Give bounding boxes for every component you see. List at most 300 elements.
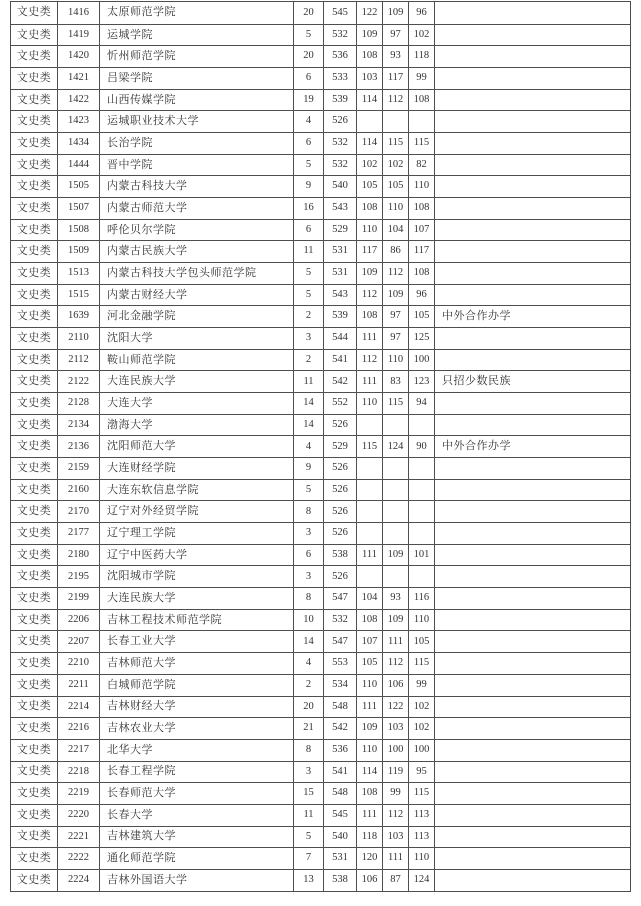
sub-score-3-cell bbox=[409, 501, 435, 522]
school-name-cell: 鞍山师范学院 bbox=[100, 350, 294, 371]
school-name-cell: 大连财经学院 bbox=[100, 458, 294, 479]
category-cell: 文史类 bbox=[11, 523, 58, 544]
sub-score-1-cell bbox=[357, 480, 383, 501]
table-row bbox=[11, 197, 630, 219]
admit-count-cell: 4 bbox=[294, 653, 324, 674]
min-score-cell: 531 bbox=[324, 263, 357, 284]
school-name-cell: 河北金融学院 bbox=[100, 306, 294, 327]
school-code-cell: 2177 bbox=[58, 523, 100, 544]
category-cell: 文史类 bbox=[11, 46, 58, 67]
min-score-cell: 526 bbox=[324, 111, 357, 132]
table-row bbox=[11, 327, 630, 349]
sub-score-2-cell: 86 bbox=[383, 241, 409, 262]
sub-score-1-cell: 105 bbox=[357, 653, 383, 674]
admission-score-table bbox=[10, 1, 631, 892]
sub-score-3-cell: 90 bbox=[409, 436, 435, 457]
sub-score-3-cell bbox=[409, 566, 435, 587]
school-code-cell: 2222 bbox=[58, 848, 100, 869]
sub-score-3-cell: 117 bbox=[409, 241, 435, 262]
school-code-cell: 1639 bbox=[58, 306, 100, 327]
admit-count-cell: 14 bbox=[294, 415, 324, 436]
sub-score-3-cell: 116 bbox=[409, 588, 435, 609]
school-code-cell: 2122 bbox=[58, 371, 100, 392]
category-cell: 文史类 bbox=[11, 328, 58, 349]
school-code-cell: 2211 bbox=[58, 675, 100, 696]
sub-score-1-cell bbox=[357, 415, 383, 436]
school-name-cell: 辽宁对外经贸学院 bbox=[100, 501, 294, 522]
admit-count-cell: 8 bbox=[294, 588, 324, 609]
category-cell: 文史类 bbox=[11, 566, 58, 587]
sub-score-1-cell: 108 bbox=[357, 306, 383, 327]
school-code-cell: 2159 bbox=[58, 458, 100, 479]
sub-score-1-cell: 111 bbox=[357, 805, 383, 826]
remark-cell bbox=[435, 111, 630, 132]
table-row bbox=[11, 739, 630, 761]
sub-score-1-cell: 118 bbox=[357, 827, 383, 848]
sub-score-3-cell: 125 bbox=[409, 328, 435, 349]
sub-score-1-cell: 102 bbox=[357, 155, 383, 176]
school-name-cell: 沈阳城市学院 bbox=[100, 566, 294, 587]
school-code-cell: 1507 bbox=[58, 198, 100, 219]
school-name-cell: 吉林农业大学 bbox=[100, 718, 294, 739]
school-code-cell: 2224 bbox=[58, 870, 100, 891]
category-cell: 文史类 bbox=[11, 783, 58, 804]
school-name-cell: 沈阳大学 bbox=[100, 328, 294, 349]
sub-score-3-cell: 102 bbox=[409, 718, 435, 739]
sub-score-2-cell: 112 bbox=[383, 263, 409, 284]
school-name-cell: 吉林工程技术师范学院 bbox=[100, 610, 294, 631]
table-row bbox=[11, 370, 630, 392]
category-cell: 文史类 bbox=[11, 263, 58, 284]
remark-cell bbox=[435, 610, 630, 631]
category-cell: 文史类 bbox=[11, 415, 58, 436]
admit-count-cell: 15 bbox=[294, 783, 324, 804]
sub-score-2-cell: 110 bbox=[383, 350, 409, 371]
school-code-cell: 2136 bbox=[58, 436, 100, 457]
min-score-cell: 532 bbox=[324, 610, 357, 631]
sub-score-3-cell: 124 bbox=[409, 870, 435, 891]
school-code-cell: 2217 bbox=[58, 740, 100, 761]
remark-cell bbox=[435, 566, 630, 587]
table-row bbox=[11, 761, 630, 783]
min-score-cell: 526 bbox=[324, 480, 357, 501]
school-code-cell: 2134 bbox=[58, 415, 100, 436]
table-row bbox=[11, 110, 630, 132]
category-cell: 文史类 bbox=[11, 220, 58, 241]
school-name-cell: 忻州师范学院 bbox=[100, 46, 294, 67]
sub-score-3-cell bbox=[409, 523, 435, 544]
min-score-cell: 540 bbox=[324, 827, 357, 848]
remark-cell bbox=[435, 220, 630, 241]
admit-count-cell: 5 bbox=[294, 827, 324, 848]
remark-cell bbox=[435, 90, 630, 111]
category-cell: 文史类 bbox=[11, 25, 58, 46]
admit-count-cell: 5 bbox=[294, 155, 324, 176]
remark-cell bbox=[435, 263, 630, 284]
sub-score-2-cell: 111 bbox=[383, 631, 409, 652]
category-cell: 文史类 bbox=[11, 870, 58, 891]
category-cell: 文史类 bbox=[11, 480, 58, 501]
min-score-cell: 541 bbox=[324, 350, 357, 371]
school-name-cell: 长春工程学院 bbox=[100, 762, 294, 783]
table-row bbox=[11, 804, 630, 826]
remark-cell bbox=[435, 458, 630, 479]
category-cell: 文史类 bbox=[11, 198, 58, 219]
school-name-cell: 大连大学 bbox=[100, 393, 294, 414]
sub-score-1-cell: 114 bbox=[357, 90, 383, 111]
sub-score-3-cell bbox=[409, 458, 435, 479]
school-name-cell: 沈阳师范大学 bbox=[100, 436, 294, 457]
remark-cell bbox=[435, 393, 630, 414]
sub-score-2-cell bbox=[383, 523, 409, 544]
remark-cell bbox=[435, 25, 630, 46]
sub-score-3-cell: 102 bbox=[409, 25, 435, 46]
school-name-cell: 吉林建筑大学 bbox=[100, 827, 294, 848]
admit-count-cell: 6 bbox=[294, 545, 324, 566]
sub-score-3-cell: 108 bbox=[409, 198, 435, 219]
min-score-cell: 545 bbox=[324, 805, 357, 826]
min-score-cell: 548 bbox=[324, 697, 357, 718]
admit-count-cell: 7 bbox=[294, 848, 324, 869]
admit-count-cell: 3 bbox=[294, 523, 324, 544]
school-name-cell: 呼伦贝尔学院 bbox=[100, 220, 294, 241]
sub-score-2-cell: 112 bbox=[383, 90, 409, 111]
sub-score-2-cell bbox=[383, 566, 409, 587]
admit-count-cell: 6 bbox=[294, 68, 324, 89]
school-code-cell: 2216 bbox=[58, 718, 100, 739]
remark-cell bbox=[435, 783, 630, 804]
category-cell: 文史类 bbox=[11, 2, 58, 24]
min-score-cell: 536 bbox=[324, 740, 357, 761]
table-row bbox=[11, 67, 630, 89]
category-cell: 文史类 bbox=[11, 762, 58, 783]
admit-count-cell: 2 bbox=[294, 675, 324, 696]
school-code-cell: 1513 bbox=[58, 263, 100, 284]
school-name-cell: 运城学院 bbox=[100, 25, 294, 46]
sub-score-3-cell: 110 bbox=[409, 176, 435, 197]
admit-count-cell: 10 bbox=[294, 610, 324, 631]
category-cell: 文史类 bbox=[11, 436, 58, 457]
school-code-cell: 2128 bbox=[58, 393, 100, 414]
table-row bbox=[11, 847, 630, 869]
remark-cell bbox=[435, 848, 630, 869]
sub-score-3-cell: 99 bbox=[409, 68, 435, 89]
table-row bbox=[11, 2, 630, 24]
category-cell: 文史类 bbox=[11, 371, 58, 392]
school-code-cell: 2112 bbox=[58, 350, 100, 371]
admit-count-cell: 13 bbox=[294, 870, 324, 891]
remark-cell bbox=[435, 827, 630, 848]
table-row bbox=[11, 479, 630, 501]
school-code-cell: 1419 bbox=[58, 25, 100, 46]
min-score-cell: 526 bbox=[324, 458, 357, 479]
sub-score-1-cell: 108 bbox=[357, 46, 383, 67]
table-row bbox=[11, 500, 630, 522]
table-row bbox=[11, 24, 630, 46]
school-code-cell: 1508 bbox=[58, 220, 100, 241]
sub-score-3-cell: 100 bbox=[409, 740, 435, 761]
category-cell: 文史类 bbox=[11, 501, 58, 522]
sub-score-2-cell: 87 bbox=[383, 870, 409, 891]
admit-count-cell: 8 bbox=[294, 501, 324, 522]
min-score-cell: 540 bbox=[324, 176, 357, 197]
table-row bbox=[11, 609, 630, 631]
sub-score-3-cell: 105 bbox=[409, 631, 435, 652]
category-cell: 文史类 bbox=[11, 588, 58, 609]
school-code-cell: 2219 bbox=[58, 783, 100, 804]
admit-count-cell: 5 bbox=[294, 25, 324, 46]
admit-count-cell: 4 bbox=[294, 436, 324, 457]
sub-score-2-cell bbox=[383, 458, 409, 479]
sub-score-1-cell: 105 bbox=[357, 176, 383, 197]
school-code-cell: 1444 bbox=[58, 155, 100, 176]
school-code-cell: 2199 bbox=[58, 588, 100, 609]
sub-score-2-cell: 97 bbox=[383, 328, 409, 349]
sub-score-1-cell: 114 bbox=[357, 762, 383, 783]
sub-score-2-cell: 119 bbox=[383, 762, 409, 783]
remark-cell: 中外合作办学 bbox=[442, 440, 511, 453]
category-cell: 文史类 bbox=[11, 306, 58, 327]
sub-score-1-cell bbox=[357, 111, 383, 132]
sub-score-2-cell: 109 bbox=[383, 2, 409, 24]
sub-score-1-cell: 117 bbox=[357, 241, 383, 262]
sub-score-1-cell: 112 bbox=[357, 350, 383, 371]
min-score-cell: 548 bbox=[324, 783, 357, 804]
category-cell: 文史类 bbox=[11, 241, 58, 262]
admit-count-cell: 3 bbox=[294, 762, 324, 783]
table-row bbox=[11, 652, 630, 674]
admit-count-cell: 11 bbox=[294, 805, 324, 826]
remark-cell bbox=[435, 631, 630, 652]
table-row bbox=[11, 457, 630, 479]
table-row bbox=[11, 392, 630, 414]
school-name-cell: 吉林财经大学 bbox=[100, 697, 294, 718]
min-score-cell: 538 bbox=[324, 545, 357, 566]
school-code-cell: 1423 bbox=[58, 111, 100, 132]
school-name-cell: 吕梁学院 bbox=[100, 68, 294, 89]
table-row bbox=[11, 262, 630, 284]
remark-cell bbox=[435, 697, 630, 718]
sub-score-1-cell: 109 bbox=[357, 718, 383, 739]
min-score-cell: 531 bbox=[324, 241, 357, 262]
remark-cell bbox=[435, 68, 630, 89]
sub-score-1-cell: 103 bbox=[357, 68, 383, 89]
school-code-cell: 1422 bbox=[58, 90, 100, 111]
sub-score-1-cell: 108 bbox=[357, 610, 383, 631]
remark-cell bbox=[435, 285, 630, 306]
sub-score-2-cell: 97 bbox=[383, 25, 409, 46]
school-code-cell: 2206 bbox=[58, 610, 100, 631]
sub-score-3-cell: 110 bbox=[409, 610, 435, 631]
school-name-cell: 晋中学院 bbox=[100, 155, 294, 176]
table-row bbox=[11, 175, 630, 197]
sub-score-1-cell: 110 bbox=[357, 740, 383, 761]
remark-cell bbox=[435, 415, 630, 436]
category-cell: 文史类 bbox=[11, 631, 58, 652]
sub-score-1-cell: 114 bbox=[357, 133, 383, 154]
admit-count-cell: 5 bbox=[294, 263, 324, 284]
sub-score-3-cell: 101 bbox=[409, 545, 435, 566]
table-row bbox=[11, 414, 630, 436]
admit-count-cell: 2 bbox=[294, 350, 324, 371]
remark-cell bbox=[435, 740, 630, 761]
admit-count-cell: 4 bbox=[294, 111, 324, 132]
sub-score-2-cell: 99 bbox=[383, 783, 409, 804]
table-row bbox=[11, 782, 630, 804]
min-score-cell: 526 bbox=[324, 415, 357, 436]
table-row bbox=[11, 349, 630, 371]
remark-cell bbox=[435, 653, 630, 674]
sub-score-1-cell bbox=[357, 501, 383, 522]
min-score-cell: 538 bbox=[324, 870, 357, 891]
sub-score-3-cell: 118 bbox=[409, 46, 435, 67]
remark-cell bbox=[435, 350, 630, 371]
sub-score-2-cell: 111 bbox=[383, 848, 409, 869]
sub-score-3-cell: 113 bbox=[409, 805, 435, 826]
sub-score-2-cell: 103 bbox=[383, 827, 409, 848]
category-cell: 文史类 bbox=[11, 740, 58, 761]
remark-cell bbox=[435, 870, 630, 891]
school-code-cell: 2160 bbox=[58, 480, 100, 501]
min-score-cell: 533 bbox=[324, 68, 357, 89]
school-code-cell: 1434 bbox=[58, 133, 100, 154]
sub-score-2-cell bbox=[383, 111, 409, 132]
school-name-cell: 渤海大学 bbox=[100, 415, 294, 436]
sub-score-3-cell: 113 bbox=[409, 827, 435, 848]
remark-cell: 只招少数民族 bbox=[442, 375, 511, 388]
sub-score-1-cell bbox=[357, 566, 383, 587]
admit-count-cell: 2 bbox=[294, 306, 324, 327]
sub-score-1-cell: 112 bbox=[357, 285, 383, 306]
sub-score-2-cell: 106 bbox=[383, 675, 409, 696]
school-code-cell: 1509 bbox=[58, 241, 100, 262]
table-row bbox=[11, 219, 630, 241]
table-row bbox=[11, 587, 630, 609]
remark-cell bbox=[435, 480, 630, 501]
school-name-cell: 白城师范学院 bbox=[100, 675, 294, 696]
admit-count-cell: 20 bbox=[294, 2, 324, 24]
min-score-cell: 539 bbox=[324, 90, 357, 111]
sub-score-1-cell: 111 bbox=[357, 328, 383, 349]
category-cell: 文史类 bbox=[11, 111, 58, 132]
remark-cell bbox=[435, 675, 630, 696]
sub-score-2-cell: 104 bbox=[383, 220, 409, 241]
school-code-cell: 2180 bbox=[58, 545, 100, 566]
category-cell: 文史类 bbox=[11, 458, 58, 479]
sub-score-1-cell: 111 bbox=[357, 371, 383, 392]
school-code-cell: 2210 bbox=[58, 653, 100, 674]
school-name-cell: 长治学院 bbox=[100, 133, 294, 154]
sub-score-2-cell bbox=[383, 415, 409, 436]
sub-score-1-cell: 109 bbox=[357, 25, 383, 46]
admit-count-cell: 14 bbox=[294, 631, 324, 652]
admit-count-cell: 5 bbox=[294, 480, 324, 501]
sub-score-2-cell: 117 bbox=[383, 68, 409, 89]
school-code-cell: 2221 bbox=[58, 827, 100, 848]
school-name-cell: 大连东软信息学院 bbox=[100, 480, 294, 501]
min-score-cell: 531 bbox=[324, 848, 357, 869]
school-code-cell: 1421 bbox=[58, 68, 100, 89]
sub-score-3-cell bbox=[409, 480, 435, 501]
sub-score-3-cell: 96 bbox=[409, 2, 435, 24]
sub-score-1-cell bbox=[357, 458, 383, 479]
school-name-cell: 辽宁中医药大学 bbox=[100, 545, 294, 566]
sub-score-1-cell: 108 bbox=[357, 783, 383, 804]
school-name-cell: 内蒙古师范大学 bbox=[100, 198, 294, 219]
sub-score-2-cell: 112 bbox=[383, 805, 409, 826]
remark-cell bbox=[435, 46, 630, 67]
sub-score-2-cell: 110 bbox=[383, 198, 409, 219]
sub-score-1-cell: 108 bbox=[357, 198, 383, 219]
min-score-cell: 547 bbox=[324, 631, 357, 652]
sub-score-2-cell: 109 bbox=[383, 285, 409, 306]
sub-score-2-cell: 100 bbox=[383, 740, 409, 761]
sub-score-2-cell: 83 bbox=[383, 371, 409, 392]
remark-cell bbox=[435, 501, 630, 522]
school-name-cell: 吉林师范大学 bbox=[100, 653, 294, 674]
admit-count-cell: 11 bbox=[294, 371, 324, 392]
min-score-cell: 547 bbox=[324, 588, 357, 609]
category-cell: 文史类 bbox=[11, 68, 58, 89]
sub-score-3-cell: 110 bbox=[409, 848, 435, 869]
sub-score-3-cell: 105 bbox=[409, 306, 435, 327]
sub-score-1-cell: 120 bbox=[357, 848, 383, 869]
school-name-cell: 北华大学 bbox=[100, 740, 294, 761]
admit-count-cell: 8 bbox=[294, 740, 324, 761]
sub-score-2-cell: 93 bbox=[383, 46, 409, 67]
remark-cell bbox=[435, 545, 630, 566]
min-score-cell: 532 bbox=[324, 133, 357, 154]
school-name-cell: 大连民族大学 bbox=[100, 371, 294, 392]
admit-count-cell: 9 bbox=[294, 458, 324, 479]
sub-score-3-cell bbox=[409, 111, 435, 132]
min-score-cell: 543 bbox=[324, 285, 357, 306]
remark-cell bbox=[435, 155, 630, 176]
sub-score-2-cell: 115 bbox=[383, 393, 409, 414]
remark-cell bbox=[435, 805, 630, 826]
sub-score-1-cell: 111 bbox=[357, 697, 383, 718]
table-row bbox=[11, 717, 630, 739]
category-cell: 文史类 bbox=[11, 350, 58, 371]
sub-score-3-cell: 108 bbox=[409, 263, 435, 284]
category-cell: 文史类 bbox=[11, 155, 58, 176]
school-name-cell: 太原师范学院 bbox=[100, 2, 294, 24]
min-score-cell: 532 bbox=[324, 155, 357, 176]
sub-score-3-cell: 95 bbox=[409, 762, 435, 783]
school-name-cell: 长春大学 bbox=[100, 805, 294, 826]
school-name-cell: 内蒙古科技大学包头师范学院 bbox=[100, 263, 294, 284]
admit-count-cell: 21 bbox=[294, 718, 324, 739]
school-name-cell: 大连民族大学 bbox=[100, 588, 294, 609]
sub-score-3-cell: 107 bbox=[409, 220, 435, 241]
remark-cell bbox=[435, 588, 630, 609]
sub-score-2-cell: 124 bbox=[383, 436, 409, 457]
table-row bbox=[11, 89, 630, 111]
school-code-cell: 2218 bbox=[58, 762, 100, 783]
remark-cell bbox=[435, 241, 630, 262]
sub-score-3-cell bbox=[409, 415, 435, 436]
min-score-cell: 526 bbox=[324, 501, 357, 522]
admit-count-cell: 19 bbox=[294, 90, 324, 111]
sub-score-3-cell: 99 bbox=[409, 675, 435, 696]
admit-count-cell: 20 bbox=[294, 46, 324, 67]
remark-cell bbox=[435, 176, 630, 197]
sub-score-3-cell: 115 bbox=[409, 653, 435, 674]
table-row bbox=[11, 132, 630, 154]
category-cell: 文史类 bbox=[11, 653, 58, 674]
sub-score-2-cell: 97 bbox=[383, 306, 409, 327]
sub-score-3-cell: 96 bbox=[409, 285, 435, 306]
